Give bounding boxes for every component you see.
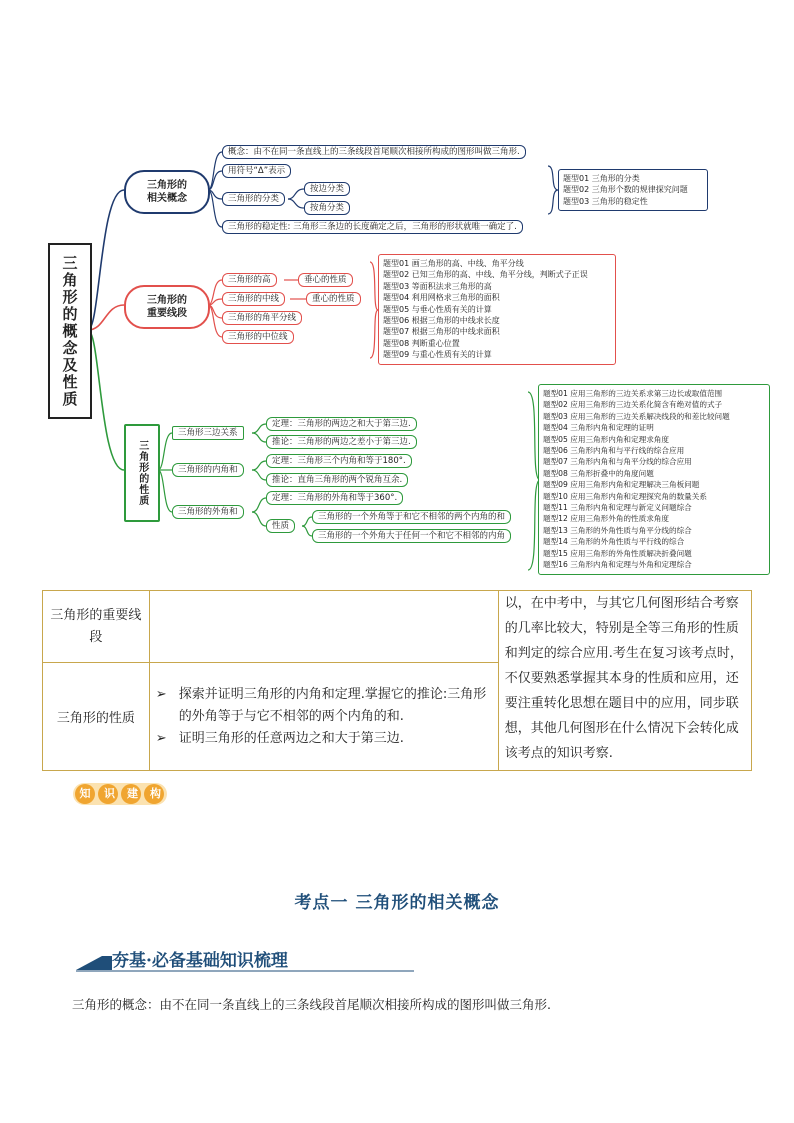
type-item: 题型16 三角形内角和定理与外角和定理综合 xyxy=(543,560,692,570)
type-item: 题型08 判断重心位置 xyxy=(383,338,460,348)
node-orthocenter: 垂心的性质 xyxy=(298,273,353,287)
type-item: 题型14 三角形的外角性质与平行线的综合 xyxy=(543,537,685,547)
node-exterior-sum: 三角形的外角和 xyxy=(172,505,244,519)
node-by-side: 按边分类 xyxy=(304,182,350,196)
mindmap-root-label: 三角形的概念及性质 xyxy=(60,254,79,408)
type-item: 题型07 三角形内角和与角平分线的综合应用 xyxy=(543,457,692,467)
arrow-bullet-icon: ➢ xyxy=(155,686,167,702)
branch3-label: 三角形的性质 xyxy=(136,440,148,506)
row2-content xyxy=(149,663,498,771)
list-item: ➢ 证明三角形的任意两边之和大于第三边. xyxy=(156,728,492,750)
branch-properties xyxy=(124,424,160,522)
analysis-text: 以，在中考中，与其它几何图形结合考察的几率比较大，特别是全等三角形的性质和判定的综合应用.考生在复习该考点时，不仅要熟悉掌握其本身的性质和应用，还要注重转化思想在题目中的应用，同步联想，其他几何图形在什么情况下会转化成该考点的知识考察. xyxy=(504,596,743,761)
node-median: 三角形的中线 xyxy=(222,292,285,306)
node-symbol: 用符号“Δ”表示 xyxy=(222,164,291,178)
exam-point-title: 考点一 三角形的相关概念 xyxy=(294,893,500,913)
node-property: 性质 xyxy=(266,519,295,533)
badge-char: 建 xyxy=(127,787,138,800)
node-stability: 三角形的稳定性: 三角形三条边的长度确定之后，三角形的形状就唯一确定了. xyxy=(222,220,523,234)
branch1-label-line2: 相关概念 xyxy=(147,193,187,204)
type-item: 题型03 三角形的稳定性 xyxy=(563,196,648,206)
type-item: 题型03 应用三角形的三边关系解决线段的和差比较问题 xyxy=(543,411,730,421)
type-item: 题型05 与垂心性质有关的计算 xyxy=(383,304,492,314)
row2-label: 三角形的性质 xyxy=(43,663,150,771)
node-corollary1: 推论：三角形的两边之差小于第三边. xyxy=(266,435,417,449)
branch-important-segments xyxy=(124,285,210,329)
analysis-cell xyxy=(498,591,751,771)
type-item: 题型04 三角形内角和定理的证明 xyxy=(543,423,654,433)
type-item: 题型09 应用三角形内角和定理解决三角板问题 xyxy=(543,480,700,490)
node-by-angle: 按角分类 xyxy=(304,201,350,215)
node-theorem1: 定理：三角形的两边之和大于第三边. xyxy=(266,417,417,431)
type-item: 题型06 三角形内角和与平行线的综合应用 xyxy=(543,446,685,456)
concept-definition: 三角形的概念：由不在同一条直线上的三条线段首尾顺次相接所构成的图形叫做三角形. xyxy=(72,997,551,1012)
section-title: 夯基·必备基础知识梳理 xyxy=(112,951,288,971)
type-item: 题型13 三角形的外角性质与角平分线的综合 xyxy=(543,525,692,535)
table-row xyxy=(43,591,752,663)
branch2-label-line1: 三角形的 xyxy=(147,294,187,306)
type-item: 题型12 应用三角形外角的性质求角度 xyxy=(543,514,669,524)
node-interior-sum: 三角形的内角和 xyxy=(172,463,244,477)
type-item: 题型01 画三角形的高、中线、角平分线 xyxy=(383,259,524,268)
type-item: 题型02 已知三角形的高、中线、角平分线，判断式子正误 xyxy=(383,270,588,280)
row1-content xyxy=(149,591,498,663)
type-item: 题型08 三角形折叠中的角度问题 xyxy=(543,468,654,478)
branch1-label-line1: 三角形的 xyxy=(147,179,187,191)
badge-char: 知 xyxy=(79,787,91,800)
type-item: 题型10 应用三角形内角和定理探究角的数量关系 xyxy=(543,491,707,501)
type-item: 题型03 等面积法求三角形的高 xyxy=(383,281,492,291)
list-item: ➢ 探索并证明三角形的内角和定理.掌握它的推论:三角形的外角等于与它不相邻的两个内角的和. xyxy=(156,684,492,728)
type-item: 题型11 三角形内角和定理与新定义问题综合 xyxy=(543,503,692,513)
branch2-question-types xyxy=(378,254,616,365)
type-item: 题型01 三角形的分类 xyxy=(563,174,640,183)
badge-char: 识 xyxy=(104,787,115,800)
type-item: 题型02 三角形个数的规律探究问题 xyxy=(563,185,688,195)
node-bisector: 三角形的角平分线 xyxy=(222,311,302,325)
badge-char: 构 xyxy=(150,787,161,800)
node-side-relation: 三角形三边关系 xyxy=(172,426,244,440)
type-item: 题型07 根据三角形的中线求面积 xyxy=(383,327,500,337)
node-corollary2: 推论：直角三角形的两个锐角互余. xyxy=(266,473,408,487)
node-midline: 三角形的中位线 xyxy=(222,330,294,344)
syllabus-table xyxy=(42,590,752,771)
branch2-label-line2: 重要线段 xyxy=(147,308,187,319)
knowledge-build-badge xyxy=(72,780,168,808)
type-item: 题型09 与重心性质有关的计算 xyxy=(383,350,492,360)
node-prop1: 三角形的一个外角等于和它不相邻的两个内角的和 xyxy=(312,510,511,524)
type-item: 题型05 应用三角形内角和定理求角度 xyxy=(543,434,669,444)
type-item: 题型04 利用网格求三角形的面积 xyxy=(383,293,500,303)
node-prop2: 三角形的一个外角大于任何一个和它不相邻的内角 xyxy=(312,529,511,543)
node-theorem3: 定理：三角形的外角和等于360°. xyxy=(266,491,403,505)
type-item: 题型01 应用三角形的三边关系求第三边长或取值范围 xyxy=(543,389,723,398)
node-theorem2: 定理：三角形三个内角和等于180°. xyxy=(266,454,412,468)
node-altitude: 三角形的高 xyxy=(222,273,277,287)
row1-label: 三角形的重要线段 xyxy=(43,591,150,663)
type-item: 题型15 应用三角形的外角性质解决折叠问题 xyxy=(543,548,692,558)
branch3-question-types xyxy=(538,384,770,575)
node-concept: 概念：由不在同一条直线上的三条线段首尾顺次相接所构成的图形叫做三角形. xyxy=(222,145,526,159)
node-centroid: 重心的性质 xyxy=(306,292,361,306)
arrow-bullet-icon: ➢ xyxy=(155,730,167,746)
type-item: 题型02 应用三角形的三边关系化简含有绝对值的式子 xyxy=(543,400,723,410)
node-classify: 三角形的分类 xyxy=(222,192,285,206)
mindmap-root xyxy=(48,243,92,419)
branch-related-concepts xyxy=(124,170,210,214)
branch1-question-types xyxy=(558,169,708,211)
type-item: 题型06 根据三角形的中线求长度 xyxy=(383,316,500,326)
